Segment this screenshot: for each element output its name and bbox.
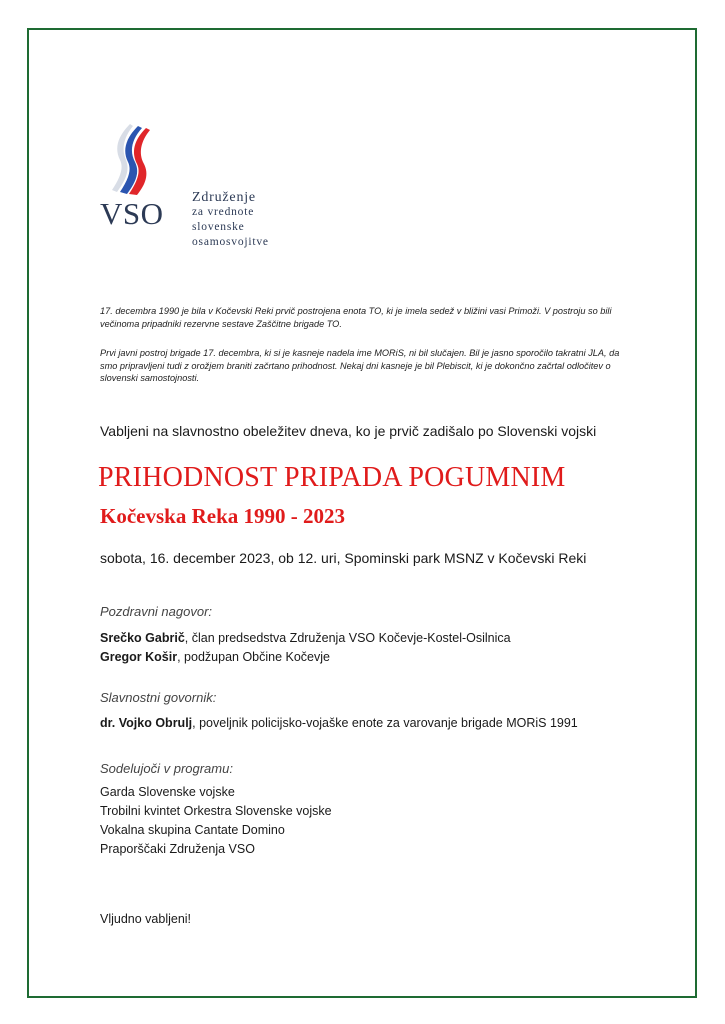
speaker-label: Slavnostni govornik: — [100, 690, 217, 705]
person-name: dr. Vojko Obrulj — [100, 716, 193, 730]
logo-org-name — [192, 190, 269, 250]
greeting-person-1 — [100, 631, 511, 645]
person-name: Gregor Košir — [100, 650, 178, 664]
invitation-line: Vabljeni na slavnostno obeležitev dneva, ko je prvič zadišalo po Slovenski vojski — [100, 423, 597, 439]
person-role: , poveljnik policijsko-vojaške enote za varovanje brigade MORiS 1991 — [192, 716, 578, 730]
program-item: Vokalna skupina Cantate Domino — [100, 823, 285, 837]
program-item: Garda Slovenske vojske — [100, 785, 235, 799]
logo-abbr: VSO — [100, 196, 164, 231]
logo-line-2: za vrednote — [192, 206, 255, 218]
closing-line: Vljudno vabljeni! — [100, 912, 192, 926]
intro-paragraph-2: Prvi javni postroj brigade 17. decembra, ki si je kasneje nadela ime MORiS, ni bil slučajen. Bil je jasno sporočilo takratni JLA, da smo pripravljeni tudi z orožjem braniti začrtano prihodnost. Nekaj dni kasneje je bil Plebiscit, ki je dokončno začrtal odločitev o slovenski samostojnosti. — [100, 348, 620, 383]
logo-line-1: Združenje — [192, 190, 256, 205]
greeting-person-2 — [100, 650, 330, 664]
vso-flag-logo-icon — [100, 122, 160, 196]
speaker-person — [100, 716, 578, 730]
greeting-label: Pozdravni nagovor: — [100, 604, 213, 619]
program-item: Praporščaki Združenja VSO — [100, 842, 255, 856]
logo-line-3: slovenske — [192, 221, 245, 233]
intro-paragraph-1: 17. decembra 1990 je bila v Kočevski Reki prvič postrojena enota TO, ki je imela sedež v bližini vasi Primoži. V postroju so bili večinoma pripadniki rezervne sestave Zaščitne brigade TO. — [100, 306, 612, 329]
program-label: Sodelujoči v programu: — [100, 761, 233, 776]
event-date-location: sobota, 16. december 2023, ob 12. uri, Spominski park MSNZ v Kočevski Reki — [100, 550, 587, 566]
program-item: Trobilni kvintet Orkestra Slovenske vojske — [100, 804, 332, 818]
person-role: , član predsedstva Združenja VSO Kočevje-Kostel-Osilnica — [184, 631, 511, 645]
event-subtitle: Kočevska Reka 1990 - 2023 — [100, 504, 345, 528]
person-name: Srečko Gabrič — [100, 631, 185, 645]
event-title: PRIHODNOST PRIPADA POGUMNIM — [98, 462, 566, 493]
person-role: , podžupan Občine Kočevje — [177, 650, 330, 664]
logo-line-4: osamosvojitve — [192, 236, 269, 248]
